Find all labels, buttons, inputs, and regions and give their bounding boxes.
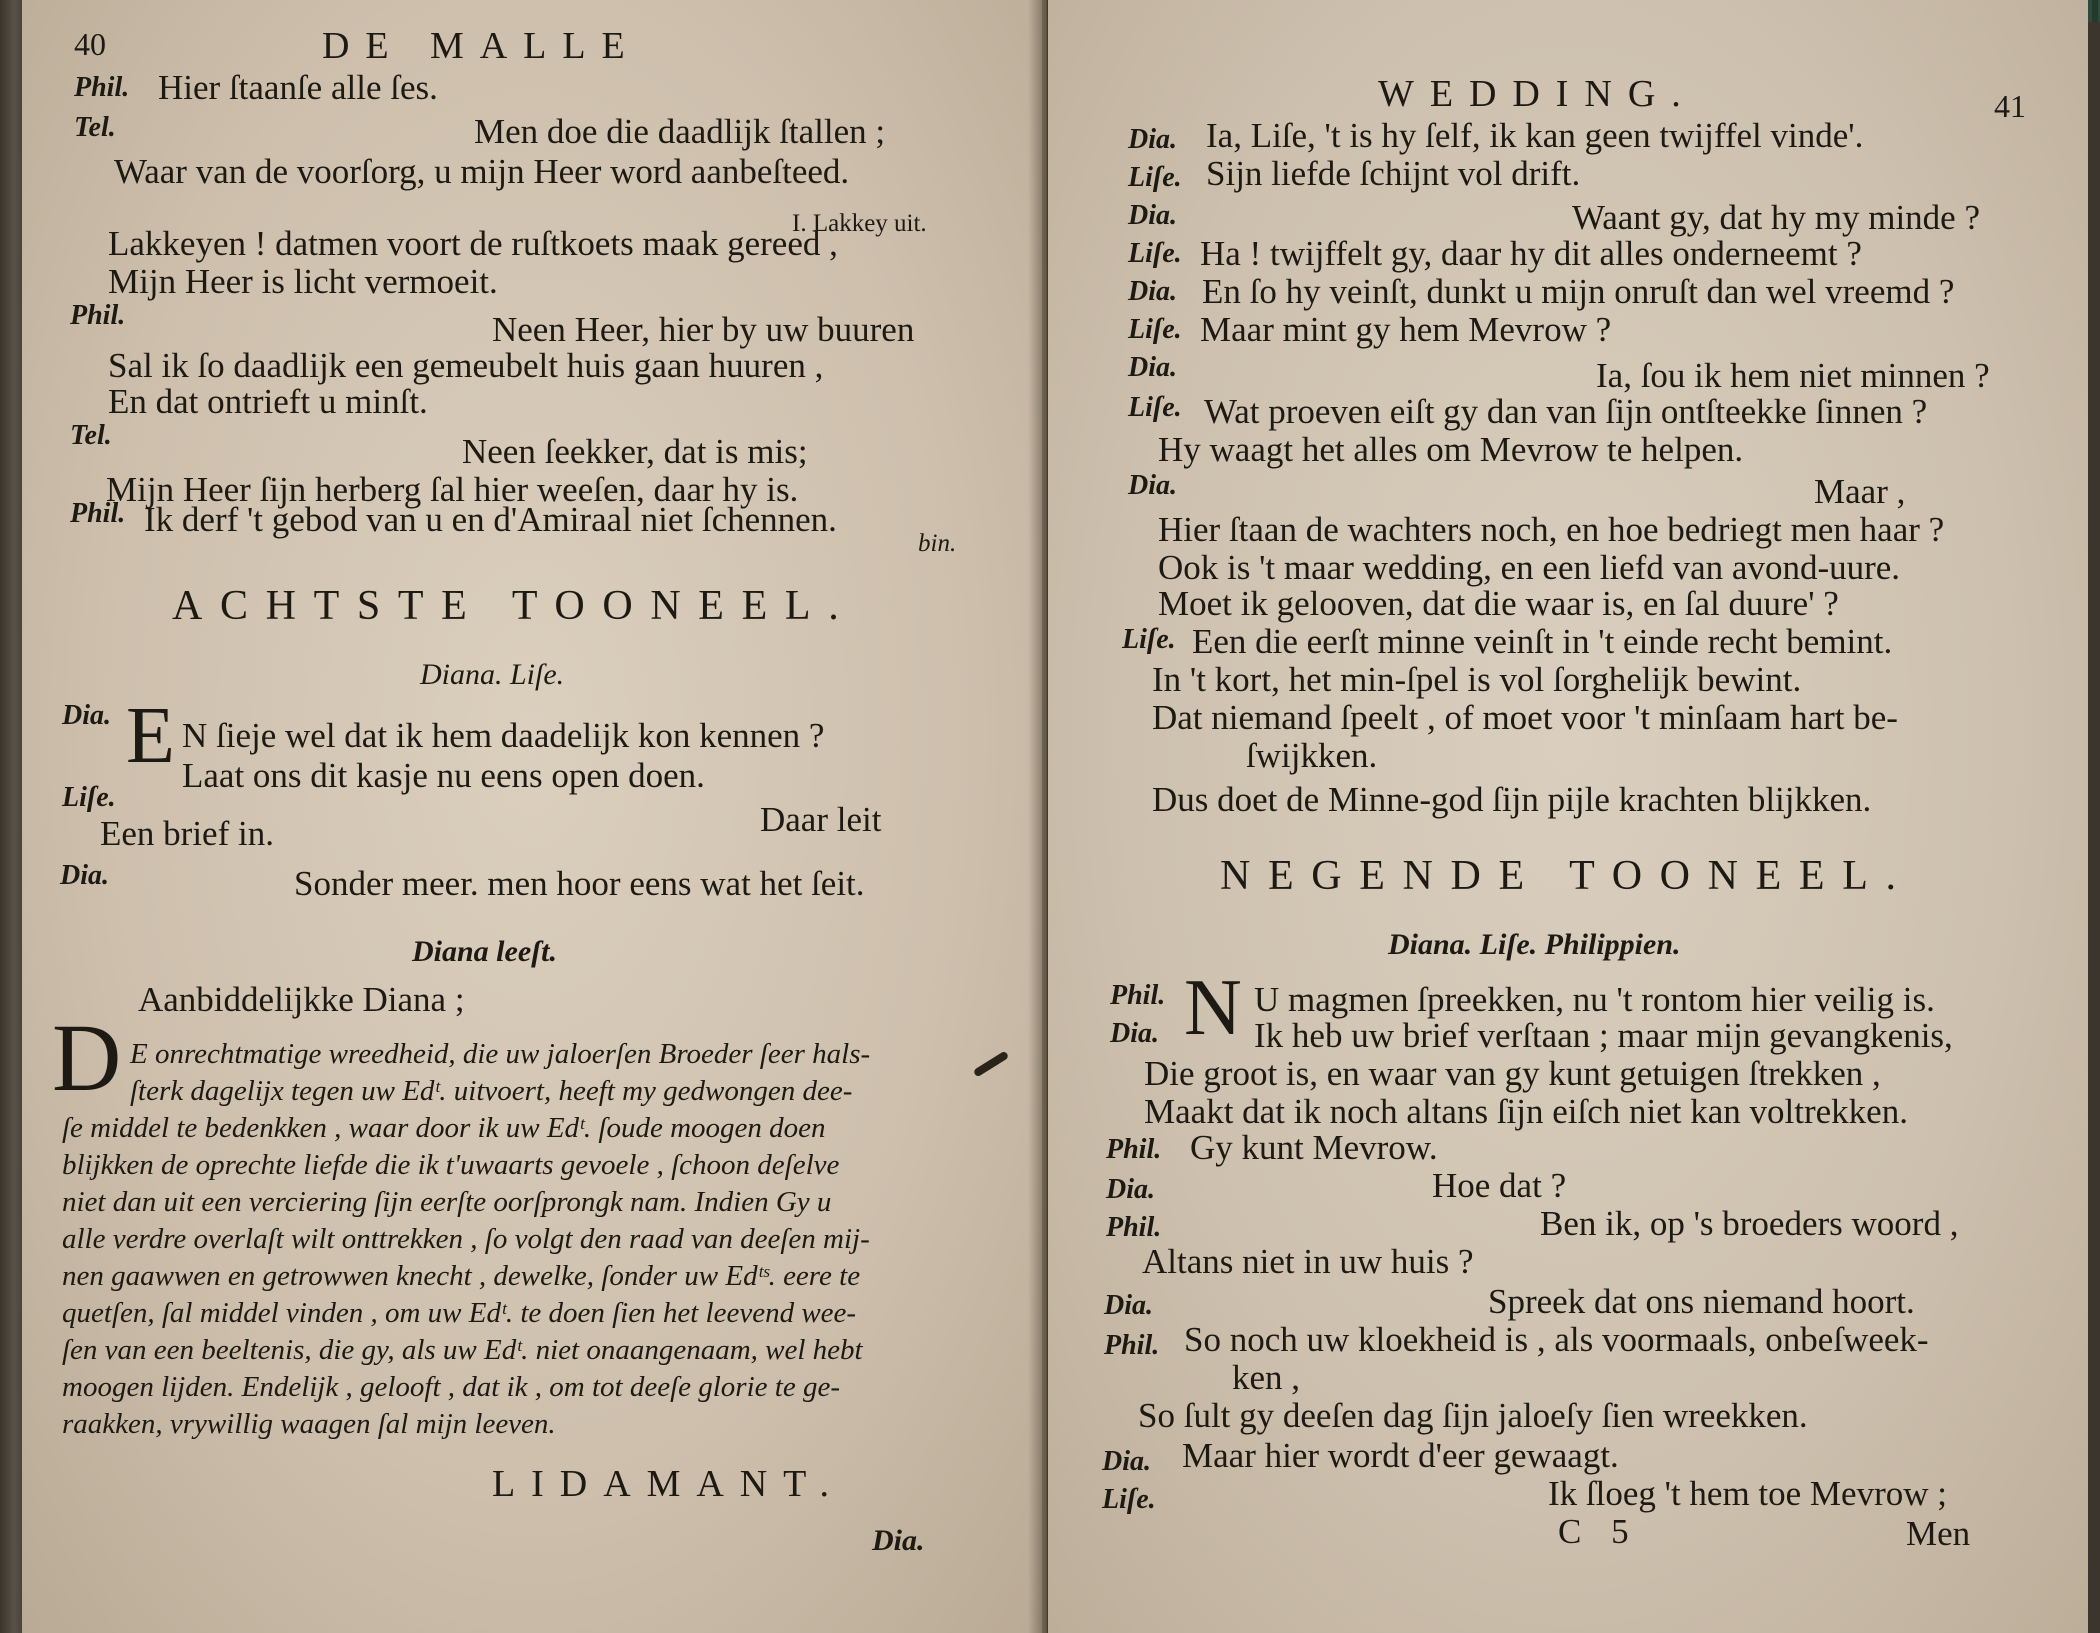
verse-line: U magmen ſpreekken, nu 't rontom hier veilig is. xyxy=(1254,980,1935,1019)
verse-line: Moet ik gelooven, dat die waar is, en ſal duure' ? xyxy=(1158,584,1839,623)
verse-line: Ia, ſou ik hem niet minnen ? xyxy=(1596,356,1990,395)
stage-direction: bin. xyxy=(918,530,957,557)
ink-mark xyxy=(973,1051,1009,1078)
speaker-label: Phil. xyxy=(1104,1330,1160,1361)
verse-line: Hier ſtaan de wachters noch, en hoe bedriegt men haar ? xyxy=(1158,510,1945,549)
verse-line: Wat proeven eiſt gy dan van ſijn ontſteekke ſinnen ? xyxy=(1204,392,1928,431)
speaker-label: Liſe. xyxy=(1102,1484,1156,1515)
right-page xyxy=(1048,0,2088,1633)
verse-line: Altans niet in uw huis ? xyxy=(1142,1242,1474,1281)
verse-line: Hoe dat ? xyxy=(1432,1166,1567,1205)
verse-line: So ſult gy deeſen dag ſijn jaloeſy ſien wreekken. xyxy=(1138,1396,1808,1435)
verse-line: Een die eerſt minne veinſt in 't einde recht bemint. xyxy=(1192,622,1893,661)
verse-line: Hier ſtaanſe alle ſes. xyxy=(158,68,438,107)
verse-line: Mijn Heer is licht vermoeit. xyxy=(108,262,498,301)
scene-characters: Diana. Liſe. xyxy=(420,658,565,691)
speaker-label: Phil. xyxy=(70,498,126,529)
verse-line: Maar , xyxy=(1814,472,1906,511)
speaker-label: Dia. xyxy=(1110,1018,1159,1049)
scene-characters: Diana. Liſe. Philippien. xyxy=(1388,928,1681,961)
stage-direction: Diana leeſt. xyxy=(412,935,557,968)
speaker-label: Phil. xyxy=(1106,1212,1162,1243)
running-head: WEDDING. xyxy=(1378,73,1697,115)
verse-line: Laat ons dit kasje nu eens open doen. xyxy=(182,756,705,795)
speaker-label: Tel. xyxy=(74,112,116,143)
speaker-label: Phil. xyxy=(70,300,126,331)
verse-line: En ſo hy veinſt, dunkt u mijn onruſt dan wel vreemd ? xyxy=(1202,272,1955,311)
verse-line: Een brief in. xyxy=(100,814,274,853)
speaker-label: Liſe. xyxy=(1128,238,1182,269)
verse-line: Ben ik, op 's broeders woord , xyxy=(1540,1204,1959,1243)
verse-line: En dat ontrieft u minſt. xyxy=(108,382,428,421)
speaker-label: Phil. xyxy=(1106,1134,1162,1165)
verse-line: Ik derf 't gebod van u en d'Amiraal niet ſchennen. xyxy=(144,500,837,539)
speaker-label: Liſe. xyxy=(1128,162,1182,193)
speaker-label: Dia. xyxy=(1128,200,1177,231)
speaker-label: Dia. xyxy=(1128,352,1177,383)
letter-line: ſe middel te bedenkken , waar door ik uw Edᵗ. ſoude moogen doen xyxy=(62,1112,826,1144)
catchword: Men xyxy=(1906,1514,1971,1553)
verse-line: Hy waagt het alles om Mevrow te helpen. xyxy=(1158,430,1744,469)
speaker-label: Dia. xyxy=(1128,124,1177,155)
speaker-label: Phil. xyxy=(1110,980,1166,1011)
letter-line: blijkken de oprechte liefde die ik t'uwaarts gevoele , ſchoon deſelve xyxy=(62,1149,840,1181)
drop-initial: N xyxy=(1184,964,1242,1052)
speaker-label: Dia. xyxy=(1128,470,1177,501)
speaker-label: Liſe. xyxy=(62,782,116,813)
verse-line: Waant gy, dat hy my minde ? xyxy=(1572,198,1981,237)
letter-signature: LIDAMANT. xyxy=(492,1463,845,1505)
verse-line: Ook is 't maar wedding, en een liefd van avond-uure. xyxy=(1158,548,1901,587)
page-number: 41 xyxy=(1994,88,2026,124)
speaker-label: Phil. xyxy=(74,72,130,103)
speaker-label: Dia. xyxy=(62,700,111,731)
verse-line: Ia, Liſe, 't is hy ſelf, ik kan geen twijffel vinde'. xyxy=(1206,116,1864,155)
speaker-label: Tel. xyxy=(70,420,112,451)
letter-line: ſen van een beeltenis, die gy, als uw Edᵗ. niet onaangenaam, wel hebt xyxy=(62,1334,863,1366)
verse-line: Daar leit xyxy=(760,800,882,839)
catchword: Dia. xyxy=(872,1524,925,1557)
letter-line: niet dan uit een verciering ſijn eerſte oorſprongk nam. Indien Gy u xyxy=(62,1186,832,1218)
verse-line: Ha ! twijffelt gy, daar hy dit alles onderneemt ? xyxy=(1200,234,1862,273)
speaker-label: Dia. xyxy=(1106,1174,1155,1205)
verse-line: Dus doet de Minne-god ſijn pijle krachten blijkken. xyxy=(1152,780,1872,819)
verse-line: Maakt dat ik noch altans ſijn eiſch niet kan voltrekken. xyxy=(1144,1092,1908,1131)
verse-line: Men doe die daadlijk ſtallen ; xyxy=(474,112,886,151)
verse-line: Mijn Heer ſijn herberg ſal hier weeſen, daar hy is. xyxy=(106,470,799,509)
verse-line: Sal ik ſo daadlijk een gemeubelt huis gaan huuren , xyxy=(108,346,824,385)
speaker-label: Dia. xyxy=(1102,1446,1151,1477)
letter-line: E onrechtmatige wreedheid, die uw jaloerſen Broeder ſeer hals- xyxy=(130,1038,871,1070)
speaker-label: Liſe. xyxy=(1128,392,1182,423)
signature-mark: C 5 xyxy=(1558,1512,1640,1551)
verse-line: Maar mint gy hem Mevrow ? xyxy=(1200,310,1612,349)
verse-line: ſwijkken. xyxy=(1246,736,1378,775)
speaker-label: Liſe. xyxy=(1128,314,1182,345)
verse-line: Spreek dat ons niemand hoort. xyxy=(1488,1282,1915,1321)
letter-line: alle verdre overlaſt wilt onttrekken , ſo volgt den raad van deeſen mij- xyxy=(62,1223,870,1255)
drop-initial: D xyxy=(52,1004,122,1111)
scene-title: ACHTSTE TOONEEL. xyxy=(172,583,857,629)
running-head: DE MALLE xyxy=(322,25,641,67)
drop-initial: E xyxy=(126,692,175,780)
verse-line: Maar hier wordt d'eer gewaagt. xyxy=(1182,1436,1619,1475)
verse-line: So noch uw kloekheid is , als voormaals, onbeſweek- xyxy=(1184,1320,1929,1359)
letter-line: ſterk dagelijx tegen uw Edᵗ. uitvoert, heeft my gedwongen dee- xyxy=(130,1075,853,1107)
speaker-label: Dia. xyxy=(1104,1290,1153,1321)
verse-line: In 't kort, het min-ſpel is vol ſorghelijk bewint. xyxy=(1152,660,1802,699)
verse-line: Neen ſeekker, dat is mis; xyxy=(462,432,808,471)
verse-line: Waar van de voorſorg, u mijn Heer word aanbeſteed. xyxy=(114,152,850,191)
verse-line: Sijn liefde ſchijnt vol drift. xyxy=(1206,154,1581,193)
verse-line: Dat niemand ſpeelt , of moet voor 't minſaam hart be- xyxy=(1152,698,1898,737)
left-page xyxy=(22,0,1048,1633)
speaker-label: Dia. xyxy=(60,860,109,891)
letter-line: raakken, vrywillig waagen ſal mijn leeven. xyxy=(62,1408,556,1440)
verse-line: Die groot is, en waar van gy kunt getuigen ſtrekken , xyxy=(1144,1054,1881,1093)
verse-line: ken , xyxy=(1232,1358,1301,1397)
speaker-label: Liſe. xyxy=(1122,624,1176,655)
page-number: 40 xyxy=(74,26,106,62)
scene-title: NEGENDE TOONEEL. xyxy=(1220,853,1914,899)
letter-line: quetſen, ſal middel vinden , om uw Edᵗ. te doen ſien het leevend wee- xyxy=(62,1297,857,1329)
verse-line: Lakkeyen ! datmen voort de ruſtkoets maak gereed , xyxy=(108,224,838,263)
verse-line: Gy kunt Mevrow. xyxy=(1190,1128,1438,1167)
letter-salutation: Aanbiddelijkke Diana ; xyxy=(138,980,465,1019)
speaker-label: Dia. xyxy=(1128,276,1177,307)
verse-line: N ſieje wel dat ik hem daadelijk kon kennen ? xyxy=(182,716,825,755)
verse-line: Ik heb uw brief verſtaan ; maar mijn gevangkenis, xyxy=(1254,1016,1953,1055)
verse-line: Neen Heer, hier by uw buuren xyxy=(492,310,915,349)
stage-direction: I. Lakkey uit. xyxy=(792,210,927,237)
verse-line: Sonder meer. men hoor eens wat het ſeit. xyxy=(294,864,865,903)
verse-line: Ik ſloeg 't hem toe Mevrow ; xyxy=(1548,1474,1947,1513)
letter-line: moogen lijden. Endelijk , gelooft , dat ik , om tot deeſe glorie te ge- xyxy=(62,1371,840,1403)
letter-line: nen gaawwen en getrowwen knecht , dewelke, ſonder uw Edᵗˢ. eere te xyxy=(62,1260,861,1292)
